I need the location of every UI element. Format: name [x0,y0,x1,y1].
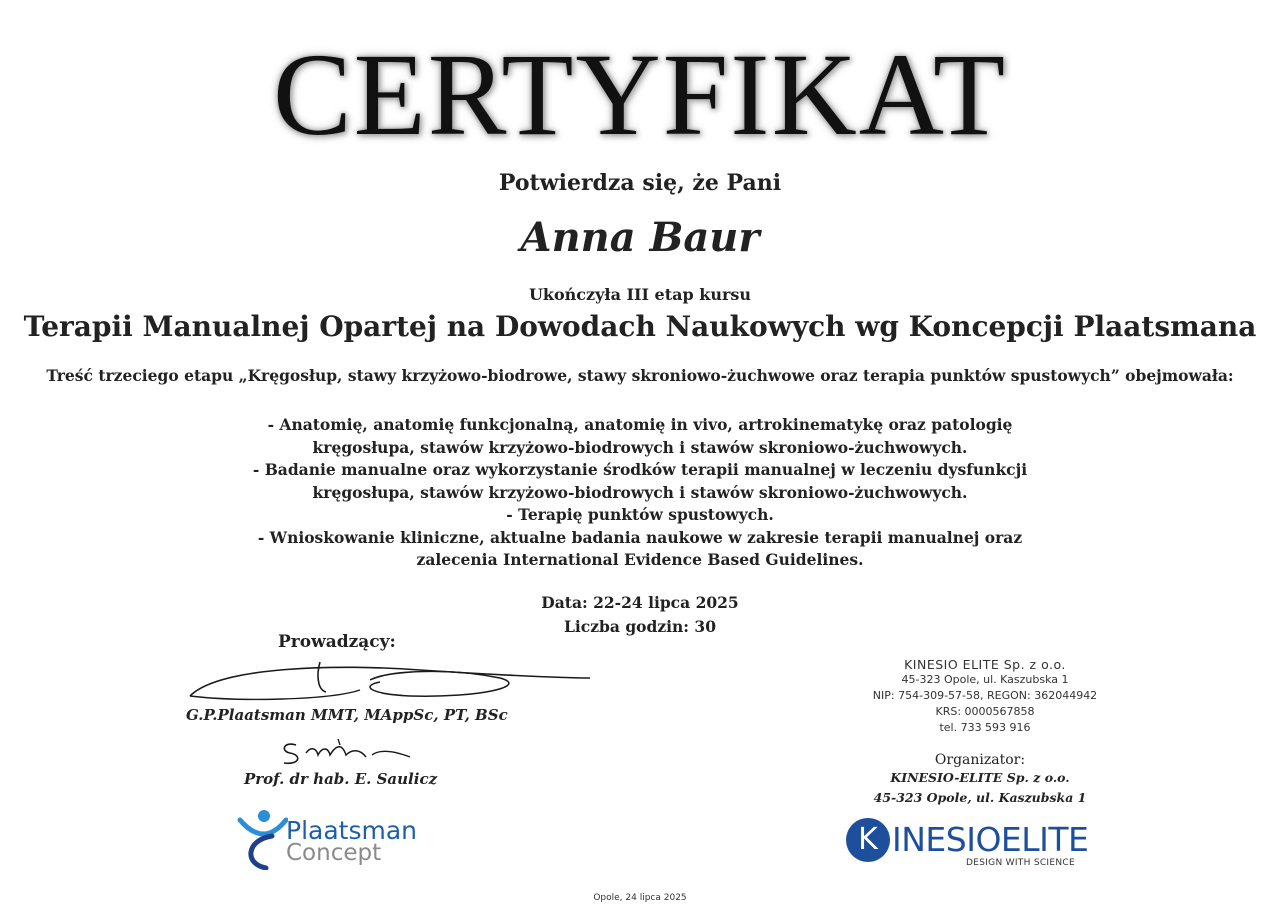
signature-plaatsman [180,656,600,712]
plaatsman-logo-line1: Plaatsman [286,816,418,845]
completed-line: Ukończyła III etap kursu [528,285,752,304]
stamp-line: 45-323 Opole, ul. Kaszubska 1 [901,673,1069,686]
content-line: - Anatomię, anatomię funkcjonalną, anatomię in vivo, artrokinematykę oraz patologię [267,415,1013,434]
plaatsman-logo [236,806,436,870]
confirm-line: Potwierdza się, że Pani [498,170,782,196]
instructor-plaatsman: G.P.Plaatsman MMT, MAppSc, PT, BSc [186,706,508,724]
footer-place-date: Opole, 24 lipca 2025 [593,893,687,903]
content-intro: Treść trzeciego etapu „Kręgosłup, stawy krzyżowo-biodrowe, stawy skroniowo-żuchwowe oraz terapia punktów spustowych” obejmowała: [46,366,1234,385]
instructors-label: Prowadzący: [278,632,396,652]
content-line: - Badanie manualne oraz wykorzystanie środków terapii manualnej w leczeniu dysfunkcji [252,460,1028,479]
signature-saulicz [276,735,416,773]
course-date: Data: 22-24 lipca 2025 [541,593,739,612]
content-line: - Wnioskowanie kliniczne, aktualne badania naukowe w zakresie terapii manualnej oraz [257,527,1023,547]
content-line: kręgosłupa, stawów krzyżowo-biodrowych i stawów skroniowo-żuchwowych. [312,437,968,457]
stamp-line: tel. 733 593 916 [939,721,1031,734]
kinesio-logo-word: INESIOELITE [892,820,1089,859]
stamp-company: KINESIO ELITE Sp. z o.o. [904,657,1066,672]
kinesio-elite-logo [846,816,1089,876]
course-hours: Liczba godzin: 30 [564,617,716,636]
content-line: kręgosłupa, stawów krzyżowo-biodrowych i stawów skroniowo-żuchwowych. [312,482,968,502]
stamp-line: KRS: 0000567858 [935,705,1035,718]
content-line: - Terapię punktów spustowych. [506,505,774,524]
certificate-title: CERTYFIKAT [272,29,1008,160]
plaatsman-logo-line2: Concept [286,840,382,866]
instructor-saulicz: Prof. dr hab. E. Saulicz [244,770,438,788]
organizer-name: KINESIO-ELITE Sp. z o.o. [890,770,1070,785]
stamp-line: NIP: 754-309-57-58, REGON: 362044942 [872,689,1098,702]
kinesio-logo-letter: K [846,818,890,862]
recipient-name: Anna Baur [520,214,760,261]
content-list [0,414,1280,572]
content-line: zalecenia International Evidence Based Guidelines. [416,550,864,569]
company-stamp [850,657,1120,736]
organizer-label: Organizator: [934,752,1026,768]
kinesio-logo-tagline: DESIGN WITH SCIENCE [966,858,1075,868]
organizer-address: 45-323 Opole, ul. Kaszubska 1 [873,790,1087,805]
course-name: Terapii Manualnej Opartej na Dowodach Naukowych wg Koncepcji Plaatsmana [23,310,1257,343]
person-icon [236,806,288,870]
